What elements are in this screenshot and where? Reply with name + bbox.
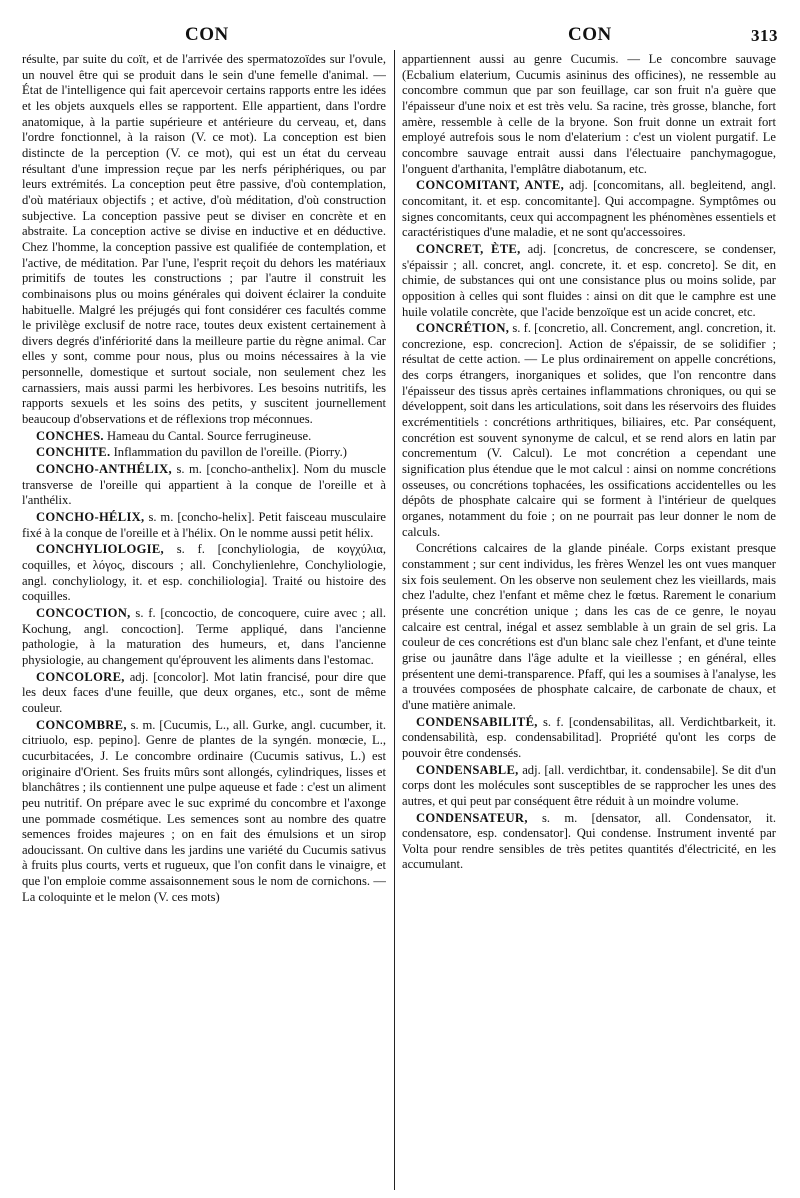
entry-text: adj. [concretus, de concrescere, se condenser, s'épaissir ; all. concret, angl. concrete, it. et esp. concreto]. Se dit, en chimie, de substances qui ont une consistance plus ou moins solide, par opposition à celles qui sont fluides : ainsi on dit que le camphre est une huile volatile concrète, que l'acide benzoïque est un acide concret, etc. — [402, 241, 776, 319]
column-divider — [394, 50, 395, 1190]
entry-headword: CONCOMITANT, ANTE, — [416, 178, 565, 193]
dictionary-entry — [22, 429, 386, 445]
entry-headword: CONDENSATEUR, — [416, 810, 528, 825]
dictionary-entry — [22, 510, 386, 541]
entry-text: s. m. [concho-anthelix]. Nom du muscle transverse de l'oreille qui appartient à la conque de l'oreille et à l'anthélix. — [22, 462, 386, 508]
running-head-left: CON — [185, 24, 229, 45]
page-number: 313 — [751, 26, 778, 45]
entry-text: Hameau du Cantal. Source ferrugineuse. — [103, 428, 312, 443]
dictionary-entry — [22, 462, 386, 509]
dictionary-entry — [22, 542, 386, 605]
entry-text: appartiennent aussi au genre Cucumis. — Le concombre sauvage (Ecbalium elaterium, Cucumis asininus des officines), ne ressemble au concombre commun que par son feuillage, car son fruit n'a guère que l'épaisseur d'une noix et est très velu. Sa racine, très grosse, blanche, fort amère, ressemble à celle de la bryone. Son fruit donne un extrait fort employé autrefois sous le nom d'elaterium : c'est un violent purgatif. Le concombre sauvage entrait aussi dans l'électuaire panchymagogue, l'onguent d'arthanita, l'emplâtre diabotanum, etc. — [402, 52, 776, 176]
entry-headword: CONDENSABILITÉ, — [416, 714, 538, 729]
entry-text: Concrétions calcaires de la glande pinéale. Corps existant presque constamment ; sur cent individus, les frères Wenzel les ont vues manquer six fois seulement. On les observe non seulement chez les vieillards, mais chez l'adulte, chez l'enfant et même chez le fœtus. Rarement le conarium présente une concrétion unique ; dans les cas de ce genre, le noyau calcaire est central, inégal et assez semblable à un grain de sel gris. La couleur de ces concrétions est d'un blanc sale chez l'enfant, et d'une teinte grise ou jaunâtre dans l'âge adulte et la vieillesse ; en général, elles présentent une demi-transparence. Pfaff, qui les a soumises à l'analyse, les a trouvées composées de phosphate calcaire, de carbonate de chaux, et d'une matière animale. — [402, 541, 776, 712]
entry-headword: CONCHYLIOLOGIE, — [36, 542, 165, 557]
entry-headword: CONCOMBRE, — [36, 717, 127, 732]
continuation-paragraph — [402, 52, 776, 177]
entry-text: s. f. [conchyliologia, de κογχύλια, coquilles, et λόγος, discours ; all. Conchylienlehre, Conchyliologie, angl. conchyliology, it. et esp. conchiliologia]. Traité ou histoire des coquilles. — [22, 542, 386, 604]
entry-headword: CONCHO-ANTHÉLIX, — [36, 462, 172, 477]
dictionary-entry — [402, 321, 776, 540]
entry-text: s. f. [condensabilitas, all. Verdichtbarkeit, it. condensabilità, esp. condensabilitad]. Propriété qu'ont les corps de pouvoir être condensés. — [402, 714, 776, 760]
dictionary-entry — [402, 178, 776, 241]
entry-headword: CONCHITE. — [36, 445, 111, 460]
entry-headword: CONCHES. — [36, 428, 104, 443]
entry-headword: CONCHO-HÉLIX, — [36, 510, 145, 525]
entry-headword: CONCRET, ÈTE, — [416, 241, 521, 256]
entry-text: s. m. [concho-helix]. Petit faisceau musculaire fixé à la conque de l'oreille et à l'hélix. On le nomme aussi petit hélix. — [22, 510, 386, 540]
entry-text: s. m. [Cucumis, L., all. Gurke, angl. cucumber, it. citriuolo, esp. pepino]. Genre de plantes de la syngén. monœcie, L., cucurbitacées, J. Le concombre ordinaire (Cucumis sativus, L.) est originaire d'Orient. Ses fruits mûrs sont allongés, cylindriques, lisses et blanchâtres ; ils contiennent une pulpe aqueuse et fade : c'est un aliment peu nutritif. On prépare avec le suc exprimé du concombre et l'axonge une pommade cosmétique. Les semences sont au nombre des quatre semences froides majeures ; on en fait des émulsions et un sirop adoucissant. On cultive dans les jardins une variété du Cucumis sativus à fruits plus courts, verts et rugueux, que l'on confit dans le vinaigre, et que l'on emploie comme assaisonnement sous le nom de cornichons. — La coloquinte et le melon (V. ces mots) — [22, 717, 386, 904]
dictionary-entry — [22, 718, 386, 906]
entry-text: adj. [concomitans, all. begleitend, angl. concomitant, it. et esp. concomitante]. Qui accompagne. Symptômes ou signes concomitants, ceux qui accompagnent les phénomènes essentiels et caractéristiques d'une maladie, et ne sont qu'accessoires. — [402, 178, 776, 240]
entry-text: s. f. [concoctio, de concoquere, cuire avec ; all. Kochung, angl. concoction]. Terme appliqué, dans l'ancienne pathologie, à la maturation des humeurs, et, dans l'ancienne physiologie, au changement qu'éprouvent les aliments dans l'estomac. — [22, 605, 386, 667]
entry-text: s. f. [concretio, all. Concrement, angl. concretion, it. concrezione, esp. concrecion]. Action de s'épaissir, de se solidifier ; résultat de cette action. — Le plus ordinairement on appelle concrétions, des corps étrangers, inorganiques et solides, que l'on rencontre dans l'épaisseur des tissus après certaines inflammations chroniques, ou qui se développent, soit dans les articulations, soit dans les réservoirs des fluides excrémentitiels : concrétions arthritiques, biliaires, etc. Par conséquent, concrétion est souvent synonyme de calcul, et se rend alors en latin par concrementum (V. Calcul). Le mot concrétion a cependant une signification plus étendue que le mot calcul : ainsi on nomme concrétions osseuses, ou concrétions tophacées, les ossifications accidentelles ou les dépôts de phosphate calcaire qui se forment à l'intérieur de quelques organes, notamment du foie ; on ne pourrait pas leur donner le nom de calculs. — [402, 321, 776, 539]
dictionary-entry — [22, 670, 386, 717]
dictionary-entry — [22, 606, 386, 669]
continuation-paragraph — [22, 52, 386, 428]
dictionary-entry — [402, 811, 776, 874]
entry-text: Inflammation du pavillon de l'oreille. (Piorry.) — [110, 445, 347, 460]
entry-headword: CONCRÉTION, — [416, 321, 510, 336]
entry-text: adj. [all. verdichtbar, it. condensabile]. Se dit d'un corps dont les molécules sont susceptibles de se rapprocher les unes des autres, et qui peut par conséquent être réduit à un moindre volume. — [402, 762, 776, 808]
entry-headword: CONCOCTION, — [36, 605, 131, 620]
entry-text: résulte, par suite du coït, et de l'arrivée des spermatozoïdes sur l'ovule, un nouvel être qui se produit dans le sein d'une femelle d'animal. — État de l'intelligence qui fait apercevoir certains rapports entre les idées et les objets auxquels elles se rapportent. Elle appartient, dans l'ordre anatomique, à la partie supérieure et antérieure du cerveau, et, dans l'ordre fonctionnel, à la raison (V. ce mot). La conception est bien distincte de la perception (V. ce mot), qui est un état du cerveau résultant d'une impression reçue par les nerfs périphériques, ou par leurs extrémités. La conception peut être passive, d'où contemplation, d'où matériaux objectifs ; et active, d'où méditation, d'où construction subjective. La conception passive peut se diviser en concrète et en abstraite. La conception active se divise en inductive et en déductive. Chez l'homme, la conception passive est qualifiée de contemplation, et l'active, de méditation. Par l'une, l'esprit reçoit du dehors les matériaux primitifs de toutes les constructions ; par l'autre il construit les combinaisons plus ou moins générales qui doivent éclairer la conduite habituelle. Malgré les préjugés qui font considérer ces facultés comme le privilège exclusif de notre race, toutes deux existent certainement à divers degrés d'infériorité dans la meilleure partie du règne animal. Car elles y sont, comme pour nous, plus ou moins nécessaires à la vie personnelle, domestique et surtout sociale, non seulement chez les carnassiers, mais aussi parmi les herbivores. Les besoins nutritifs, les rapports sexuels et les soins des petits, y suscitent journellement beaucoup d'observations et de réflexions trop méconnues. — [22, 52, 386, 427]
entry-headword: CONDENSABLE, — [416, 762, 519, 777]
dictionary-entry — [402, 242, 776, 320]
dictionary-entry — [22, 445, 386, 461]
running-head-right: CON — [568, 24, 612, 45]
dictionary-entry — [402, 715, 776, 762]
entry-text: s. m. [densator, all. Condensator, it. condensatore, esp. condensator]. Qui condense. Instrument inventé par Volta pour rendre sensibles de très petites quantités d'électricité, en les accumulant. — [402, 810, 776, 872]
subentry-paragraph — [402, 541, 776, 713]
left-column — [22, 52, 386, 1192]
dictionary-entry — [402, 763, 776, 810]
entry-headword: CONCOLORE, — [36, 669, 125, 684]
right-column — [402, 52, 776, 1192]
entry-text: adj. [concolor]. Mot latin francisé, pour dire que les deux faces d'une feuille, que deux organes, etc., sont de même couleur. — [22, 669, 386, 715]
